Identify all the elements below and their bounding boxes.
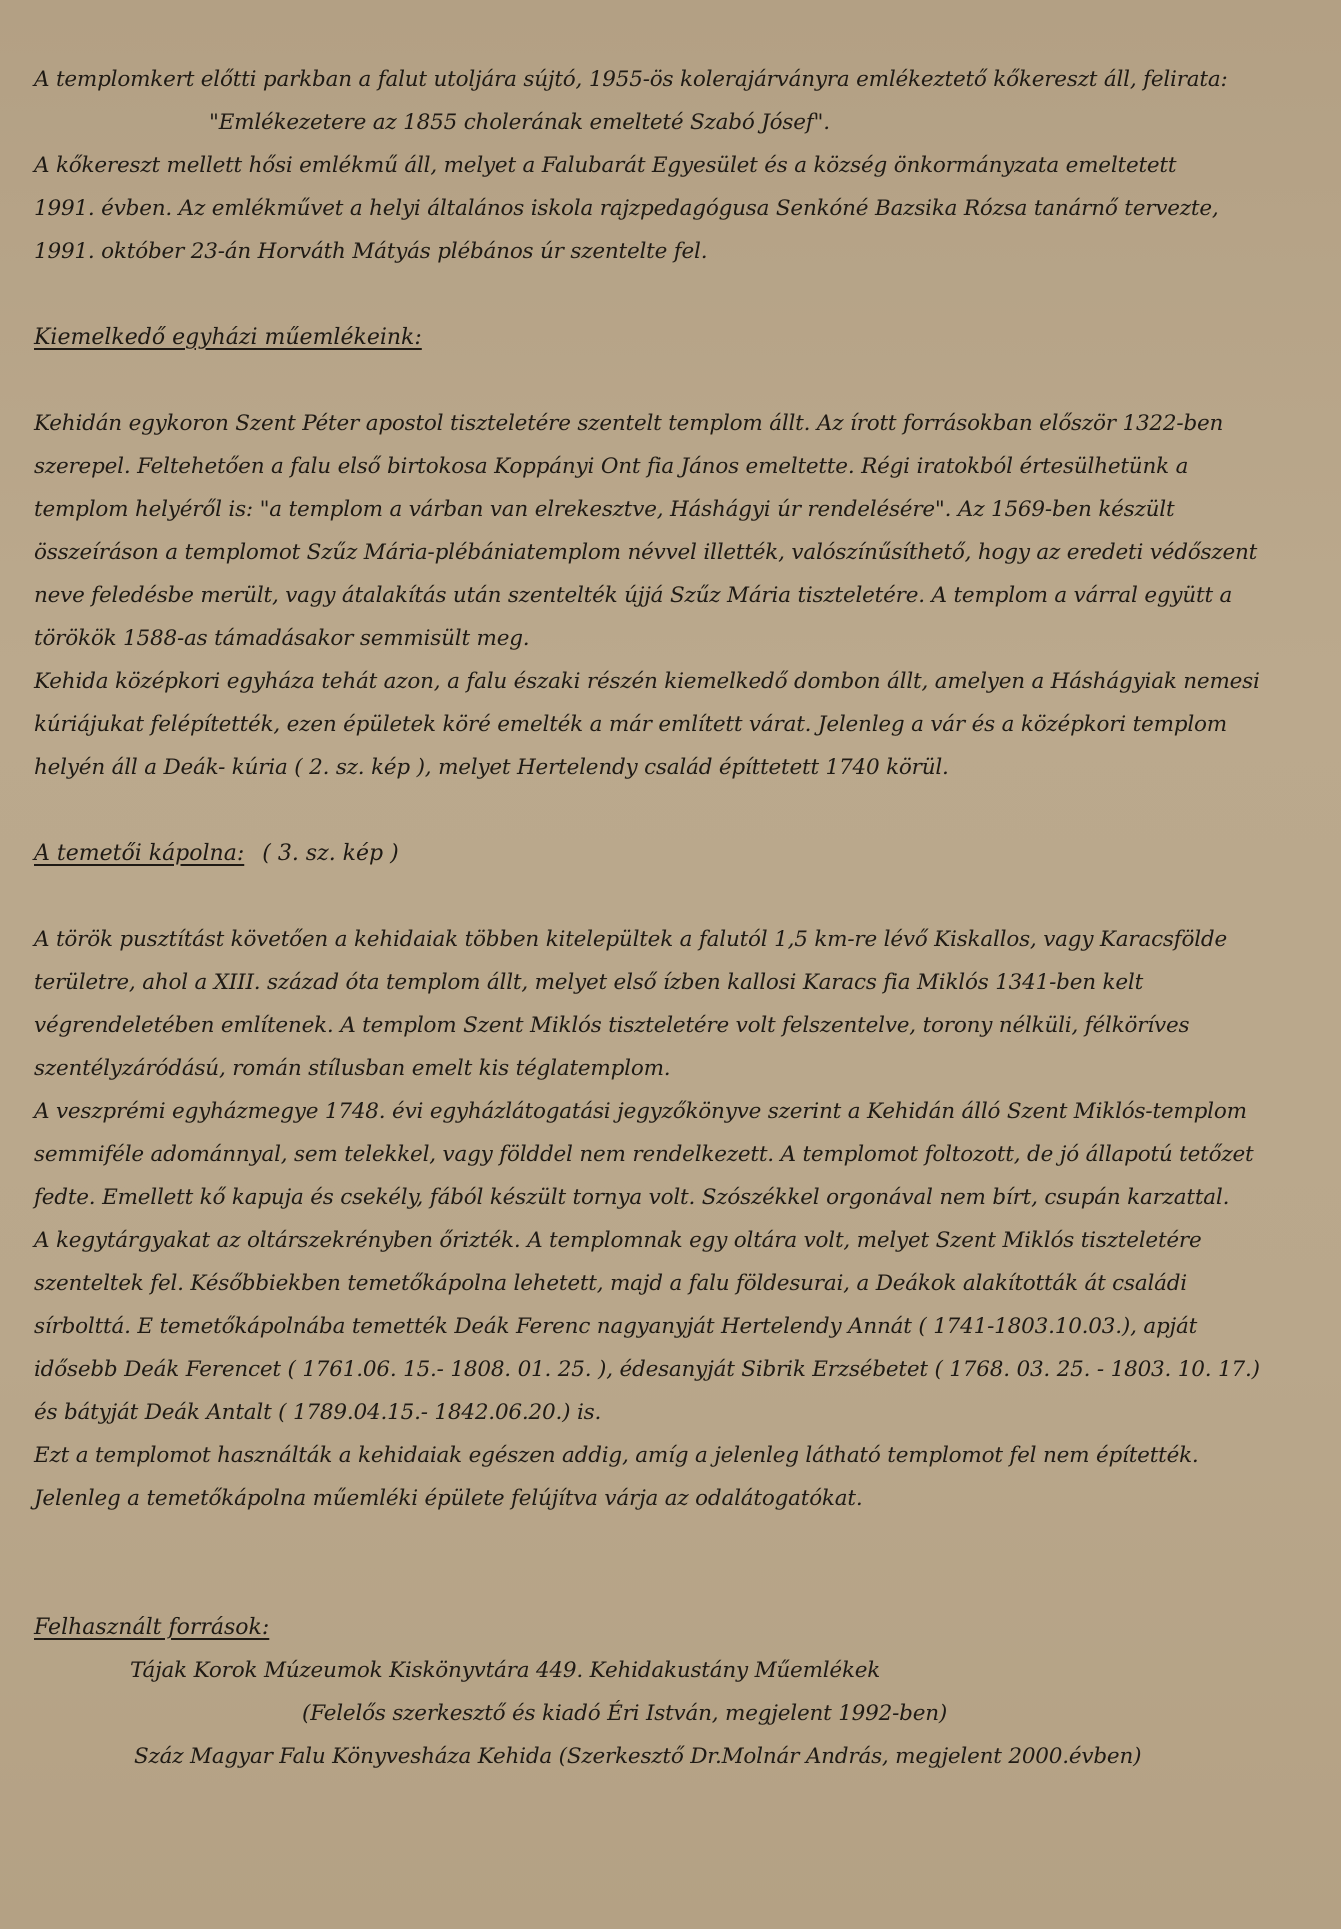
inscription-quote: "Emlékezetere az 1855 cholerának emelteté Szabó Jósef". <box>209 110 830 135</box>
section-chapel <box>34 832 1301 1520</box>
chapel-line-14: Jelenleg a temetőkápolna műemléki épülete felújítva várja az odalátogatókat. <box>34 1486 863 1511</box>
chapel-line-6: semmiféle adománnyal, sem telekkel, vagy földdel nem rendelkezett. A templomot foltozott, de jó állapotú tetőzet <box>34 1142 1254 1167</box>
source-line-1: Tájak Korok Múzeumok Kiskönyvtára 449. Kehidakustány Műemlékek <box>130 1658 881 1683</box>
monuments-line-6: törökök 1588-as támadásakor semmisült meg. <box>34 626 530 651</box>
section-sources <box>34 1606 1301 1778</box>
spacer <box>34 789 1301 832</box>
spacer <box>34 273 1301 316</box>
spacer <box>34 1520 1301 1606</box>
spacer <box>34 359 1301 402</box>
spacer <box>34 875 1301 918</box>
chapel-line-9: szenteltek fel. Későbbiekben temetőkápolna lehetett, majd a falu földesurai, a Deákok alakították át családi <box>34 1271 1187 1296</box>
intro-p2-line-1: A kőkereszt mellett hősi emlékmű áll, melyet a Falubarát Egyesület és a község önkormányzata emeltetett <box>34 153 1177 178</box>
monuments-line-5: neve feledésbe merült, vagy átalakítás után szentelték újjá Szűz Mária tiszteletére. A templom a várral együtt a <box>34 583 1233 608</box>
section-heading-chapel: A temetői kápolna: <box>34 841 245 866</box>
chapel-line-1: A török pusztítást követően a kehidaiak többen kitelepültek a falutól 1,5 km-re lévő Kiskallos, vagy Karacsfölde <box>34 927 1228 952</box>
chapel-line-13: Ezt a templomot használták a kehidaiak egészen addig, amíg a jelenleg látható templomot fel nem építették. <box>34 1443 1199 1468</box>
intro-p2-line-2: 1991. évben. Az emlékművet a helyi általános iskola rajzpedagógusa Senkóné Bazsika Rózsa tanárnő tervezte, <box>34 196 1219 221</box>
chapel-line-8: A kegytárgyakat az oltárszekrényben őrizték. A templomnak egy oltára volt, melyet Szent Miklós tiszteletére <box>34 1228 1202 1253</box>
chapel-line-4: szentélyzáródású, román stílusban emelt kis téglatemplom. <box>34 1056 671 1081</box>
monuments-line-4: összeíráson a templomot Szűz Mária-plébániatemplom névvel illették, valószínűsíthető, hogy az eredeti védőszent <box>34 540 1258 565</box>
chapel-line-5: A veszprémi egyházmegye 1748. évi egyházlátogatási jegyzőkönyve szerint a Kehidán álló Szent Miklós-templom <box>34 1099 1247 1124</box>
monuments-line-1: Kehidán egykoron Szent Péter apostol tiszteletére szentelt templom állt. Az írott forrásokban először 1322-ben <box>34 411 1224 436</box>
intro-line-1: A templomkert előtti parkban a falut utoljára sújtó, 1955-ös kolerajárványra emlékeztető kőkereszt áll, felirata: <box>34 67 1228 92</box>
chapel-line-3: végrendeletében említenek. A templom Szent Miklós tiszteletére volt felszentelve, torony nélküli, félköríves <box>34 1013 1190 1038</box>
intro-block <box>34 58 1301 273</box>
section-heading-row-chapel <box>34 832 1301 875</box>
source-line-2: (Felelős szerkesztő és kiadó Éri István, megjelent 1992-ben) <box>302 1701 948 1726</box>
section-heading-monuments: Kiemelkedő egyházi műemlékeink: <box>34 325 422 350</box>
chapel-line-11: idősebb Deák Ferencet ( 1761.06. 15.- 1808. 01. 25. ), édesanyját Sibrik Erzsébetet ( 1768. 03. 25. - 1803. 10. 17.) <box>34 1357 1260 1382</box>
source-line-3: Száz Magyar Falu Könyvesháza Kehida (Szerkesztő Dr.Molnár András, megjelent 2000.évben) <box>134 1744 1142 1769</box>
section-heading-sources: Felhasznált források: <box>34 1615 270 1640</box>
monuments-line-2: szerepel. Feltehetően a falu első birtokosa Koppányi Ont fia János emeltette. Régi iratokból értesülhetünk a <box>34 454 1189 479</box>
chapel-line-12: és bátyját Deák Antalt ( 1789.04.15.- 1842.06.20.) is. <box>34 1400 602 1425</box>
monuments-line-7: Kehida középkori egyháza tehát azon, a falu északi részén kiemelkedő dombon állt, amelyen a Háshágyiak nemesi <box>34 669 1260 694</box>
monuments-line-9: helyén áll a Deák- kúria ( 2. sz. kép ), melyet Hertelendy család építtetett 1740 körül. <box>34 755 949 780</box>
section-monuments <box>34 316 1301 789</box>
chapel-line-7: fedte. Emellett kő kapuja és csekély, fából készült tornya volt. Szószékkel orgonával nem bírt, csupán karzattal. <box>34 1185 1230 1210</box>
monuments-line-8: kúriájukat felépítették, ezen épületek köré emelték a már említett várat. Jelenleg a vár és a középkori templom <box>34 712 1227 737</box>
chapel-line-10: sírbolttá. E temetőkápolnába temették Deák Ferenc nagyanyját Hertelendy Annát ( 1741-1803.10.03.), apját <box>34 1314 1198 1339</box>
chapel-image-reference: ( 3. sz. kép ) <box>262 841 399 866</box>
intro-p2-line-3: 1991. október 23-án Horváth Mátyás plébános úr szentelte fel. <box>34 239 708 264</box>
monuments-line-3: templom helyéről is: "a templom a várban van elrekesztve, Háshágyi úr rendelésére". Az 1569-ben készült <box>34 497 1175 522</box>
chapel-line-2: területre, ahol a XIII. század óta templom állt, melyet első ízben kallosi Karacs fia Miklós 1341-ben kelt <box>34 970 1144 995</box>
